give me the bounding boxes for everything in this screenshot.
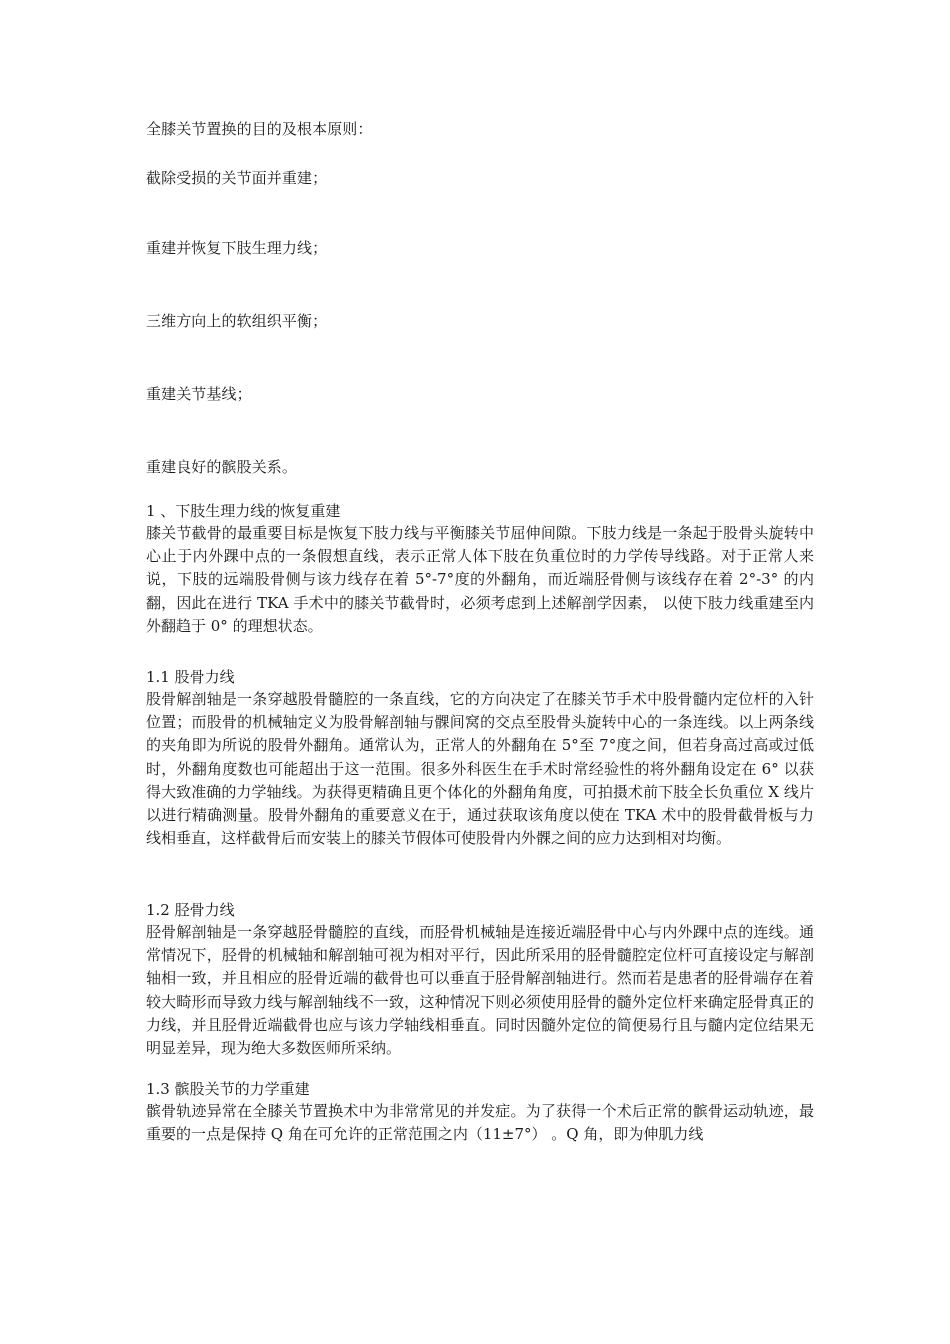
section-heading: 1.2 胫骨力线 [146, 901, 235, 919]
intro-title: 全膝关节置换的目的及根本原则： [146, 120, 373, 138]
principle-item: 重建并恢复下肢生理力线； [146, 239, 328, 257]
principle-item: 三维方向上的软组织平衡； [146, 312, 328, 330]
principle-item: 截除受损的关节面并重建； [146, 169, 328, 187]
section-heading: 1.3 髌股关节的力学重建 [146, 1080, 310, 1098]
section-heading: 1.1 股骨力线 [146, 668, 235, 686]
section-body: 胫骨解剖轴是一条穿越胫骨髓腔的直线，而胫骨机械轴是连接近端胫骨中心与内外踝中点的连线。通常情况下，胫骨的机械轴和解剖轴可视为相对平行，因此所采用的胫骨髓腔定位杆可直接设定与解剖轴相一致，并且相应的胫骨近端的截骨也可以垂直于胫骨解剖轴进行。然而若是患者的胫骨端存在着较大畸形而导致力线与解剖轴线不一致，这种情况下则必须使用胫骨的髓外定位杆来确定胫骨真正的力线，并且胫骨近端截骨也应与该力学轴线相垂直。同时因髓外定位的简便易行且与髓内定位结果无明显差异，现为绝大多数医师所采纳。 [146, 923, 814, 1058]
section-body: 髌骨轨迹异常在全膝关节置换术中为非常常见的并发症。为了获得一个术后正常的髌骨运动轨迹，最重要的一点是保持 Q 角在可允许的正常范围之内（11±7°） 。Q 角，即为伸肌力线 [146, 1102, 814, 1144]
section-body: 膝关节截骨的最重要目标是恢复下肢力线与平衡膝关节屈伸间隙。下肢力线是一条起于股骨头旋转中心止于内外踝中点的一条假想直线，表示正常人体下肢在负重位时的力学传导线路。对于正常人来说，下肢的远端股骨侧与该力线存在着 5°-7°度的外翻角，而近端胫骨侧与该线存在着 2°-3° 的内翻，因此在进行 TKA 手术中的膝关节截骨时，必须考虑到上述解剖学因素， 以使下肢力线重建至内外翻趋于 0° 的理想状态。 [146, 524, 814, 635]
principle-item: 重建良好的髌股关系。 [146, 458, 298, 476]
section-body: 股骨解剖轴是一条穿越股骨髓腔的一条直线，它的方向决定了在膝关节手术中股骨髓内定位杆的入针位置；而股骨的机械轴定义为股骨解剖轴与髁间窝的交点至股骨头旋转中心的一条连线。以上两条线的夹角即为所说的股骨外翻角。通常认为，正常人的外翻角在 5°至 7°度之间，但若身高过高或过低时，外翻角度数也可能超出于这一范围。很多外科医生在手术时常经验性的将外翻角设定在 6° 以获得大致准确的力学轴线。为获得更精确且更个体化的外翻角角度，可拍摄术前下肢全长负重位 X 线片以进行精确测量。股骨外翻角的重要意义在于，通过获取该角度以使在 TKA 术中的股骨截骨板与力线相垂直，这样截骨后而安装上的膝关节假体可使股骨内外髁之间的应力达到相对均衡。 [146, 690, 814, 848]
section-heading: 1 、下肢生理力线的恢复重建 [146, 502, 341, 520]
principle-item: 重建关节基线； [146, 385, 252, 403]
